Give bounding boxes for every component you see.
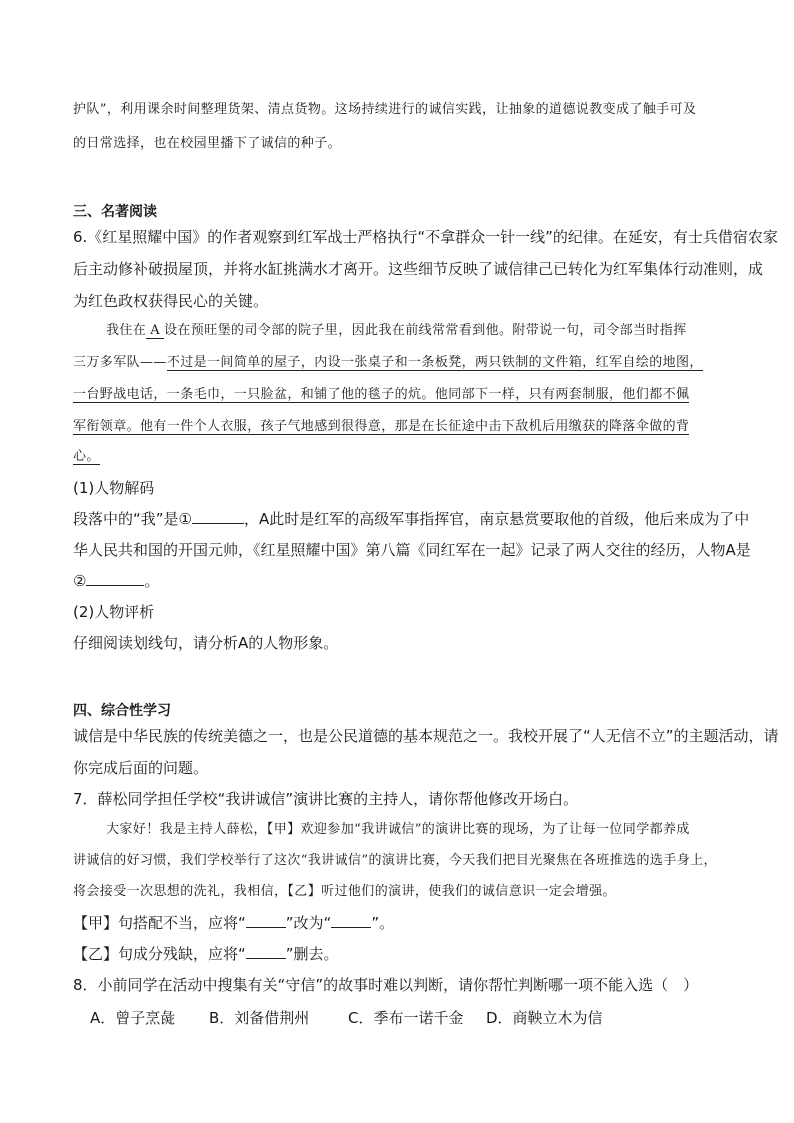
speech-line-1: 大家好！我是主持人薛松，【甲】欢迎参加“我讲诚信”的演讲比赛的现场，为了让每一位同学都养成 [106, 822, 690, 837]
sub-question-1-line-2: 华人民共和国的开国元帅，《红星照耀中国》第八篇《同红军在一起》记录了两人交往的经历，人物A是 [73, 541, 751, 559]
sub-question-1-line-3 [73, 570, 723, 592]
sub-question-2-text: 仔细阅读划线句，请分析A的人物形象。 [73, 634, 339, 652]
answer-blank-jia-from[interactable] [246, 913, 286, 928]
sub-question-2-title: (2)人物评析 [73, 603, 155, 621]
section-4-heading: 四、综合性学习 [73, 703, 171, 719]
excerpt-line-1 [106, 320, 726, 342]
section-4-intro-line-1: 诚信是中华民族的传统美德之一，也是公民道德的基本规范之一。我校开展了“人无信不立”的主题活动，请 [73, 727, 779, 745]
sub-question-text: ，A此时是红军的高级军事指挥官，南京悬赏要取他的首级，他后来成为了中 [244, 510, 750, 528]
option-a[interactable]: A．曾子烹彘 [90, 1009, 176, 1027]
speech-line-2: 讲诚信的好习惯，我们学校举行了这次“我讲诚信”的演讲比赛，今天我们把目光聚焦在各班推选的选手身上， [73, 853, 717, 868]
option-c[interactable]: C．季布一诺千金 [348, 1009, 464, 1027]
sub-question-1-line-1 [73, 508, 750, 530]
sub-question-text: ② [73, 572, 87, 590]
excerpt-line-2 [73, 352, 723, 374]
excerpt-underlined: 不过是一间简单的屋子，内设一张桌子和一条板凳，两只铁制的文件箱，红军自绘的地图， [166, 355, 703, 370]
sub-question-text: 段落中的“我”是① [73, 510, 192, 528]
question-6-line-2: 后主动修补破损屋顶，并将水缸挑满水才离开。这些细节反映了诚信律己已转化为红军集体行动准则，成 [73, 260, 764, 278]
excerpt-underlined: 心。 [73, 449, 100, 464]
yi-fix-question [73, 943, 723, 965]
excerpt-underlined: 军衔领章。他有一件个人衣服，孩子气地感到很得意，那是在长征途中击下敌机后用缴获的降落伞做的背 [73, 419, 690, 434]
excerpt-line-3 [73, 384, 723, 406]
excerpt-underlined: 一台野战电话，一条毛巾，一只脸盆，和铺了他的毯子的炕。他同部下一样，只有两套制服，他们都不佩 [73, 387, 690, 402]
excerpt-text: 我住在 [106, 323, 147, 338]
question-text: ”改为“ [285, 914, 332, 932]
section-3-heading: 三、名著阅读 [73, 204, 157, 220]
intro-line-1: 护队”，利用课余时间整理货架、清点货物。这场持续进行的诚信实践，让抽象的道德说教变成了触手可及 [73, 102, 697, 117]
question-8: 8．小前同学在活动中搜集有关“守信”的故事时难以判断，请你帮忙判断哪一项不能入选（ ） [73, 976, 699, 994]
question-text: ”删去。 [285, 945, 339, 963]
section-4-intro-line-2: 你完成后面的问题。 [73, 759, 209, 777]
option-d[interactable]: D．商鞅立木为信 [486, 1009, 603, 1027]
excerpt-person-a: A [146, 323, 164, 339]
answer-blank-1[interactable] [192, 509, 244, 524]
excerpt-text: 三万多军队—— [73, 355, 167, 370]
question-text: ”。 [371, 914, 395, 932]
question-6-line-1: 6.《红星照耀中国》的作者观察到红军战士严格执行“不拿群众一针一线”的纪律。在延安，有士兵借宿农家 [73, 228, 778, 246]
sub-question-text: 。 [144, 572, 160, 590]
option-b[interactable]: B．刘备借荆州 [209, 1009, 310, 1027]
answer-blank-yi[interactable] [246, 944, 286, 959]
question-text: 【甲】句搭配不当，应将“ [73, 914, 246, 932]
answer-blank-jia-to[interactable] [331, 913, 371, 928]
sub-question-1-title: (1)人物解码 [73, 479, 155, 497]
answer-blank-2[interactable] [86, 571, 144, 586]
excerpt-text: 设在预旺堡的司令部的院子里，因此我在前线常常看到他。附带说一句，司令部当时指挥 [164, 323, 687, 338]
excerpt-line-5 [73, 446, 723, 468]
question-text: 【乙】句成分残缺，应将“ [73, 945, 246, 963]
excerpt-line-4 [73, 416, 723, 438]
question-7: 7．薛松同学担任学校“我讲诚信”演讲比赛的主持人，请你帮他修改开场白。 [73, 790, 579, 808]
intro-line-2: 的日常选择，也在校园里播下了诚信的种子。 [73, 136, 342, 151]
jia-fix-question [73, 912, 723, 934]
speech-line-3: 将会接受一次思想的洗礼，我相信，【乙】听过他们的演讲，使我们的诚信意识一定会增强。 [73, 884, 616, 899]
question-6-line-3: 为红色政权获得民心的关键。 [73, 292, 269, 310]
